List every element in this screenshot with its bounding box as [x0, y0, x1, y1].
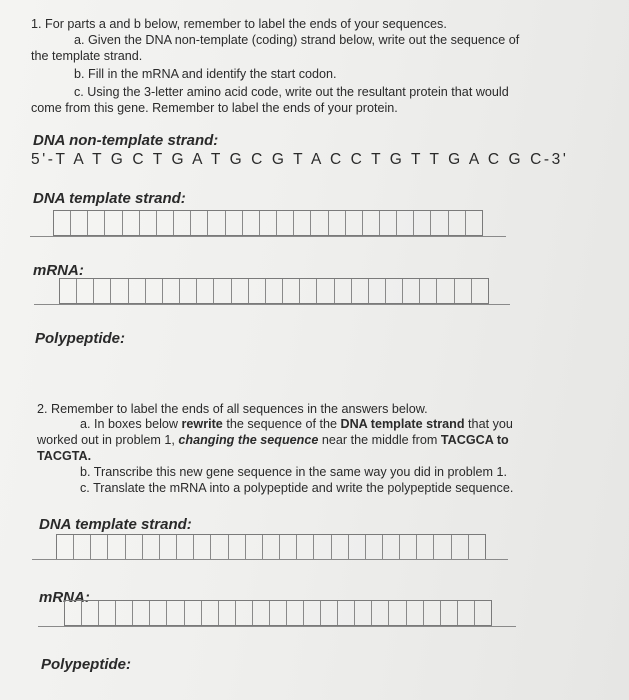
q1-mrna-boxes[interactable] [59, 278, 489, 304]
q2-template-label: DNA template strand: [39, 516, 192, 533]
q1-intro: 1. For parts a and b below, remember to label the ends of your sequences. [31, 17, 447, 31]
q2-part-a-end: TACGTA. [37, 449, 92, 463]
q2-template-boxes[interactable] [56, 534, 486, 560]
q2-template-underline [32, 559, 508, 560]
q2-mrna-label: mRNA: [39, 589, 90, 606]
q2-polypeptide-label: Polypeptide: [41, 656, 132, 673]
q1-part-c-cont: come from this gene. Remember to label the ends of your protein. [31, 101, 398, 115]
q1-template-label: DNA template strand: [33, 190, 186, 207]
q1-template-boxes[interactable] [53, 210, 483, 236]
q1-part-a: a. Given the DNA non-template (coding) strand below, write out the sequence of [74, 33, 520, 47]
q1-template-underline [30, 236, 506, 237]
q2-mrna-underline [38, 626, 516, 627]
q2-part-c: c. Translate the mRNA into a polypeptide and write the polypeptide sequence. [80, 481, 514, 495]
q1-part-c: c. Using the 3-letter amino acid code, write out the resultant protein that would [74, 85, 509, 99]
q2-intro: 2. Remember to label the ends of all sequences in the answers below. [37, 402, 428, 416]
q1-part-a-cont: the template strand. [31, 49, 143, 63]
q2-mrna-boxes[interactable] [64, 600, 492, 626]
nontemplate-label: DNA non-template strand: [33, 132, 219, 149]
q1-polypeptide-label: Polypeptide: [35, 330, 126, 347]
q2-part-a: a. In boxes below rewrite the sequence of the DNA template strand that you [80, 417, 513, 431]
q2-part-b: b. Transcribe this new gene sequence in the same way you did in problem 1. [80, 465, 508, 479]
q2-part-a-cont: worked out in problem 1, changing the sequence near the middle from TACGCA to [37, 433, 509, 447]
nontemplate-sequence: 5'-T A T G C T G A T G C G T A C C T G T T G A C G C-3' [31, 151, 569, 168]
q1-mrna-underline [34, 304, 510, 305]
q1-mrna-label: mRNA: [33, 262, 84, 279]
q1-part-b: b. Fill in the mRNA and identify the start codon. [74, 67, 337, 81]
